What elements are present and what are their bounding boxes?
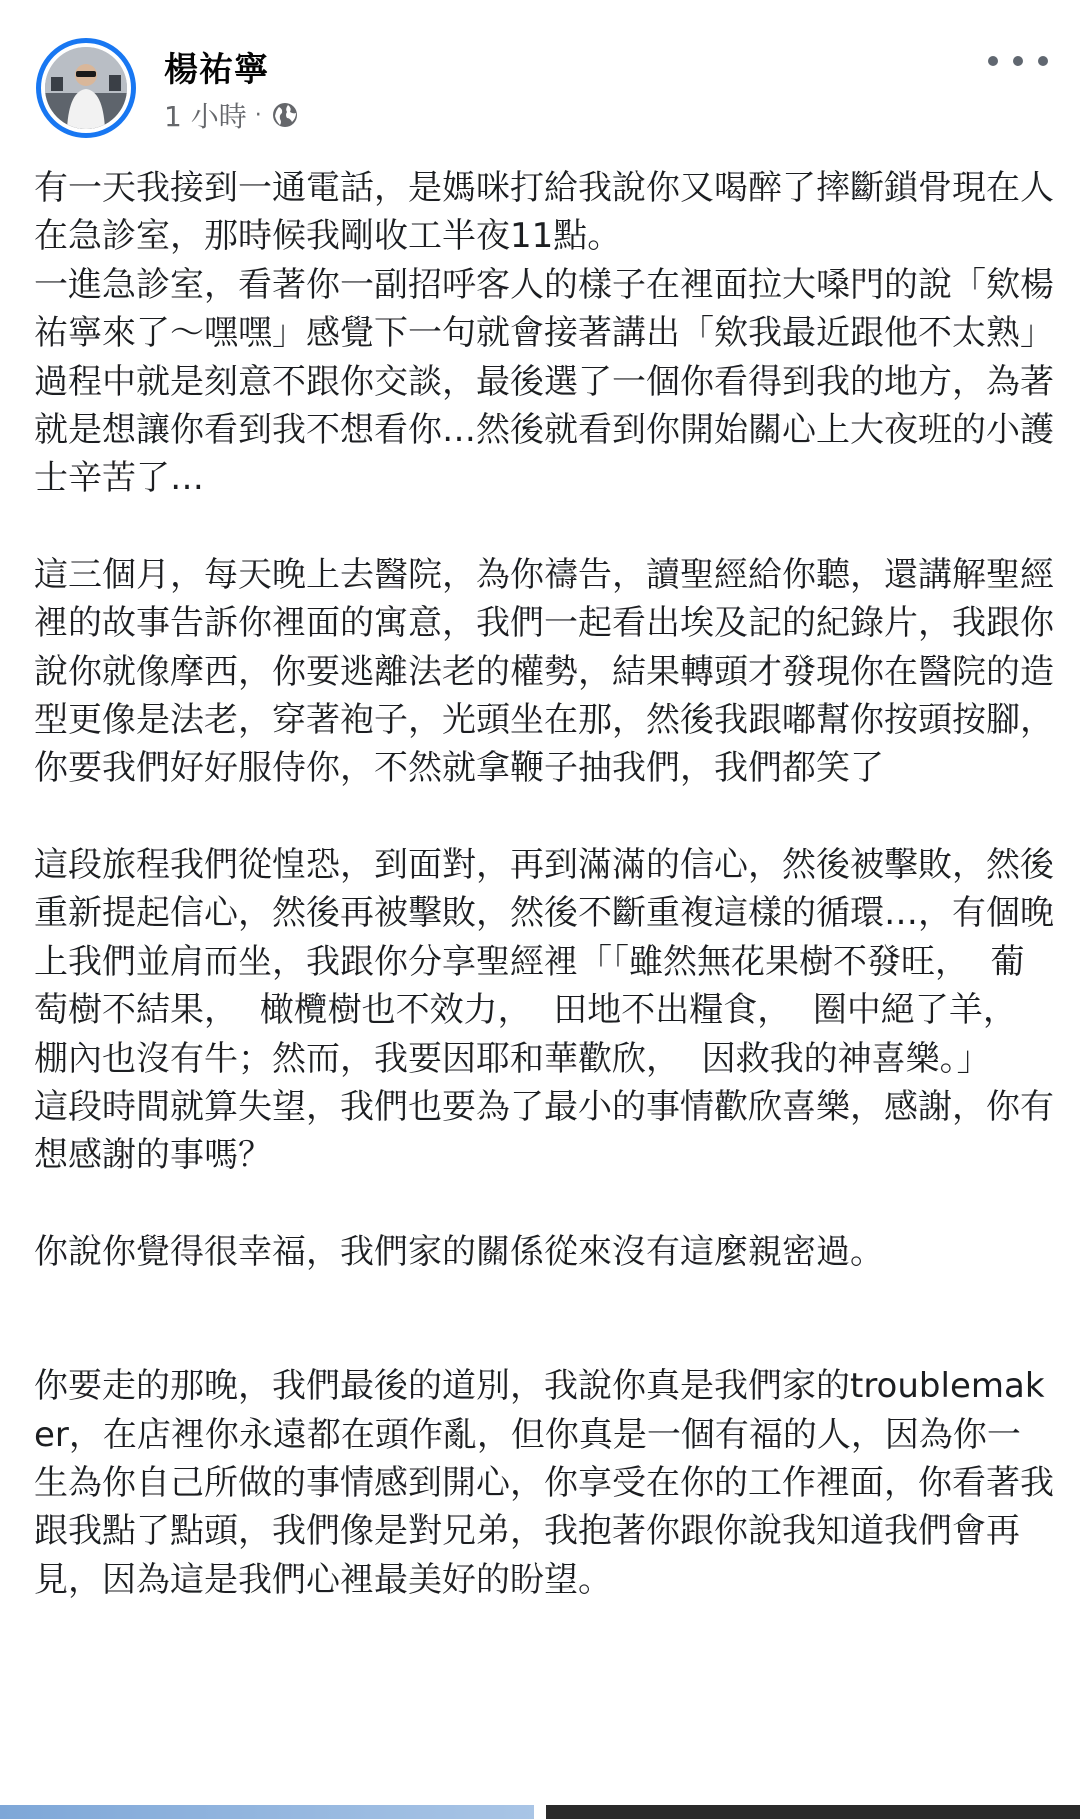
post-header [0,0,1080,150]
media-divider [534,1805,546,1819]
post-paragraph-5: 你要走的那晚，我們最後的道別，我說你真是我們家的troublemaker，在店裡你永遠都在頭作亂，但你真是一個有福的人，因為你一生為你自己所做的事情感到開心，你享受在你的工作裡面，你看著我跟我點了點頭，我們像是對兄弟，我抱著你跟你說我知道我們會再見，因為這是我們心裡最美好的盼望。 [34,1366,1054,1600]
more-dot-icon [1013,56,1023,66]
media-thumbnail-left[interactable] [0,1805,534,1819]
globe-icon[interactable] [270,100,300,130]
post-body [34,164,1054,1604]
post-meta [164,97,300,133]
media-thumbnail-right[interactable] [546,1805,1080,1819]
more-dot-icon [1038,56,1048,66]
avatar-person-icon [45,47,127,129]
more-options-button[interactable] [988,46,1048,76]
author-name[interactable]: 楊祐寧 [164,50,269,90]
meta-separator: · [254,102,262,128]
post-timestamp[interactable]: 1 小時 [164,100,247,133]
post-paragraph-1: 有一天我接到一通電話，是媽咪打給我說你又喝醉了摔斷鎖骨現在人在急診室，那時候我剛收工半夜11點。 一進急診室，看著你一副招呼客人的樣子在裡面拉大嗓門的說「欸楊祐寧來了～嘿嘿」感覺下一句就會接著講出「欸我最近跟他不太熟」 過程中就是刻意不跟你交談，最後選了一個你看得到我的地方，為著就是想讓你看到我不想看你…然後就看到你開始關心上大夜班的小護士辛苦了… [34,168,1054,499]
paragraph-spacer [34,1276,1054,1362]
post-paragraph-3: 這段旅程我們從惶恐，到面對，再到滿滿的信心，然後被擊敗，然後重新提起信心，然後再被擊敗，然後不斷重複這樣的循環…，有個晚上我們並肩而坐，我跟你分享聖經裡「「雖然無花果樹不發旺， 葡萄樹不結果， 橄欖樹也不效力， 田地不出糧食， 圈中絕了羊， 棚內也沒有牛；然而，我要因耶和華歡欣， 因救我的神喜樂。」 這段時間就算失望，我們也要為了最小的事情歡欣喜樂，感謝，你有想感謝的事嗎？ [34,844,1054,1176]
media-preview-strip [0,1805,1080,1819]
paragraph-spacer [34,793,1054,841]
post-paragraph-2: 這三個月，每天晚上去醫院，為你禱告，讀聖經給你聽，還講解聖經裡的故事告訴你裡面的寓意，我們一起看出埃及記的紀錄片，我跟你說你就像摩西，你要逃離法老的權勢，結果轉頭才發現你在醫院的造型更像是法老，穿著袍子，光頭坐在那，然後我跟嘟幫你按頭按腳，你要我們好好服侍你，不然就拿鞭子抽我們，我們都笑了 [34,554,1054,789]
post-paragraph-4: 你說你覺得很幸福，我們家的關係從來沒有這麼親密過。 [34,1231,884,1272]
more-dot-icon [988,56,998,66]
paragraph-spacer [34,1180,1054,1228]
profile-avatar[interactable] [36,38,136,138]
paragraph-spacer [34,503,1054,551]
avatar-photo [45,47,127,129]
